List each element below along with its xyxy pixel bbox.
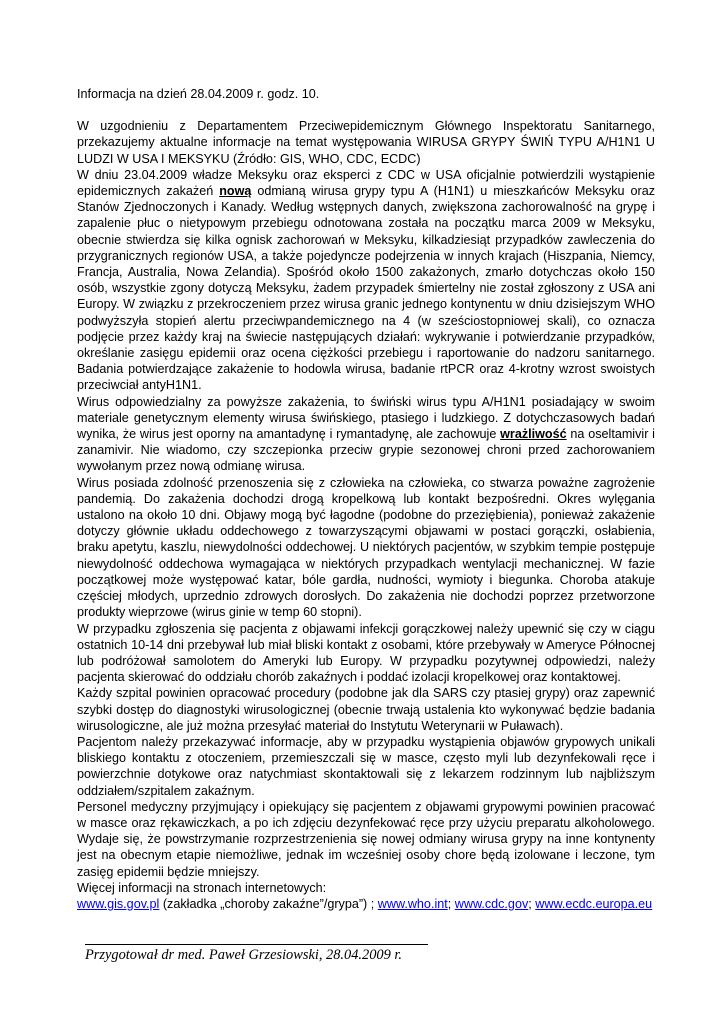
- outbreak-text-start: W dniu 23.04.2009 władze Meksyku oraz eksperci z CDC w USA oficjalnie potwierdzili wystąpienie epidemicznych zakażeń: [77, 167, 655, 199]
- paragraph-staff: Personel medyczny przyjmujący i opiekujący się pacjentem z objawami grypowymi powinien pracować w masce oraz rękawiczkach, a po ich zdjęciu dezynfekować ręce przy użyciu preparatu alkoholowego. Wydaje się, że powstrzymanie rozprzestrzenienia się nowej odmiany wirusa grypy na inne kontynenty jest na obecnym etapie niemożliwe, jednak im wcześniej osoby chore będą izolowane i leczone, tym zasięg epidemii będzie mniejszy.: [77, 799, 655, 879]
- outbreak-text-end: odmianą wirusa grypy typu A (H1N1) u mieszkańców Meksyku oraz Stanów Zjednoczonych i Kanady. Według wstępnych danych, zwiększona zachorowalność na grypę i zapalenie płuc o nietypowym przebiegu odnotowana została na początku marca 2009 w Meksyku, obecnie stwierdza się kilka ognisk zachorowań w Meksyku, kilkadziesiąt przypadków zawleczenia do przygranicznych regionów USA, a także pojedyncze podejrzenia w innych krajach (Hiszpania, Niemcy, Francja, Australia, Nowa Zelandia). Spośród około 1500 zakażonych, zmarło dotychczas około 150 osób, wszystkie zgony dotyczą Meksyku, żadem przypadek śmiertelny nie został zgłoszony z USA ani Europy. W związku z przekroczeniem przez wirusa granic jednego kontynentu w dniu dzisiejszym WHO podwyższyła stopień alertu przeciwpandemicznego na 4 (w sześciostopniowej skali), co oznacza podjęcie przez każdy kraj na świecie następujących działań: wykrywanie i potwierdzanie przypadków, określanie zasięgu epidemii oraz ocena ciężkości przebiegu i raportowanie do nadzoru sanitarnego. Badania potwierdzające zakażenie to hodowla wirusa, badanie rtPCR oraz 4-krotny wzrost swoistych przeciwciał antyH1N1.: [77, 184, 655, 393]
- paragraph-patient-info: Pacjentom należy przekazywać informacje, aby w przypadku wystąpienia objawów grypowych unikali bliskiego kontaktu z otoczeniem, przemieszczali się w masce, często myli lub dezynfekowali ręce i powierzchnie dotykowe oraz natychmiast skontaktowali się z lekarzem rodzinnym lub najbliższym oddziałem/szpitalem zakaźnym.: [77, 734, 655, 798]
- footer-signature: Przygotował dr med. Paweł Grzesiowski, 28.04.2009 r.: [85, 947, 402, 963]
- more-info-line: Więcej informacji na stronach internetowych:: [77, 880, 327, 895]
- paragraph-patient-report: W przypadku zgłoszenia się pacjenta z objawami infekcji gorączkowej należy upewnić się czy w ciągu ostatnich 10-14 dni przebywał lub miał bliski kontakt z osobami, które przebywały w Ameryce Północnej lub podróżował samolotem do Ameryki lub Europy. W przypadku pozytywnej odpowiedzi, należy pacjenta skierować do oddziału chorób zakaźnych i poddać izolacji kropelkowej oraz kontaktowej.: [77, 621, 655, 685]
- link-ecdc[interactable]: www.ecdc.europa.eu: [535, 896, 653, 911]
- paragraph-outbreak: [77, 167, 655, 394]
- paragraph-hospital: Każdy szpital powinien opracować procedury (podobne jak dla SARS czy ptasiej grypy) oraz zapewnić szybki dostęp do diagnostyki wirusologicznej (obecnie trwają ustalenia kto wykonywać będzie badania wirusologiczne, ale już można przesyłać materiał do Instytutu Weterynarii w Puławach).: [77, 686, 655, 733]
- separator-1: ;: [447, 896, 455, 911]
- virus-text-start: Wirus odpowiedzialny za powyższe zakażenia, to świński wirus typu A/H1N1 posiadający w swoim materiale genetycznym elementy wirusa świńskiego, ptasiego i ludzkiego. Z dotychczasowych badań wynika, że wirus jest oporny na amantadynę i rymantadynę, ale zachowuje: [77, 394, 655, 442]
- footer-rule: [85, 944, 428, 945]
- document-body: [77, 86, 655, 912]
- date-line: Informacja na dzień 28.04.2009 r. godz. 10.: [77, 87, 320, 101]
- link-cdc[interactable]: www.cdc.gov: [454, 896, 529, 911]
- emphasis-new: nową: [219, 184, 252, 199]
- gis-note: (zakładka „choroby zakaźne”/grypa”) ;: [159, 896, 378, 911]
- intro-paragraph: W uzgodnieniu z Departamentem Przeciwepidemicznym Głównego Inspektoratu Sanitarnego, przekazujemy aktualne informacje na temat występowania WIRUSA GRYPY ŚWIŃ TYPU A/H1N1 U LUDZI W USA I MEKSYKU (Źródło: GIS, WHO, CDC, ECDC): [77, 119, 655, 166]
- link-who[interactable]: www.who.int: [377, 896, 448, 911]
- links-line: [77, 896, 655, 912]
- paragraph-virus: [77, 394, 655, 475]
- virus-text-end: na oseltamivir i zanamivir. Nie wiadomo, czy szczepionka przeciw grypie sezonowej chroni przed zachorowaniem wywołanym przez nową odmianę wirusa.: [77, 427, 655, 474]
- separator-2: ;: [528, 896, 536, 911]
- paragraph-transmission: Wirus posiada zdolność przenoszenia się z człowieka na człowieka, co stwarza poważne zagrożenie pandemią. Do zakażenia dochodzi drogą kropelkową lub kontakt bezpośredni. Okres wylęgania ustalono na około 10 dni. Objawy mogą być łagodne (podobne do przeziębienia), ponieważ zakażenie dotyczy głównie układu oddechowego z towarzyszącymi objawami w postaci gorączki, osłabienia, braku apetytu, kaszlu, niewydolności oddechowej. U niektórych pacjentów, w szybkim tempie postępuje niewydolność oddechowa wymagająca w niektórych przypadkach wentylacji mechanicznej. W fazie początkowej może występować katar, bóle gardła, nudności, wymioty i biegunka. Choroba atakuje częściej młodych, uprzednio zdrowych dorosłych. Do zakażenia nie dochodzi poprzez przetworzone produkty wieprzowe (wirus ginie w temp 60 stopni).: [77, 475, 655, 620]
- emphasis-sensitivity: wrażliwość: [500, 427, 567, 442]
- link-gis[interactable]: www.gis.gov.pl: [77, 896, 160, 911]
